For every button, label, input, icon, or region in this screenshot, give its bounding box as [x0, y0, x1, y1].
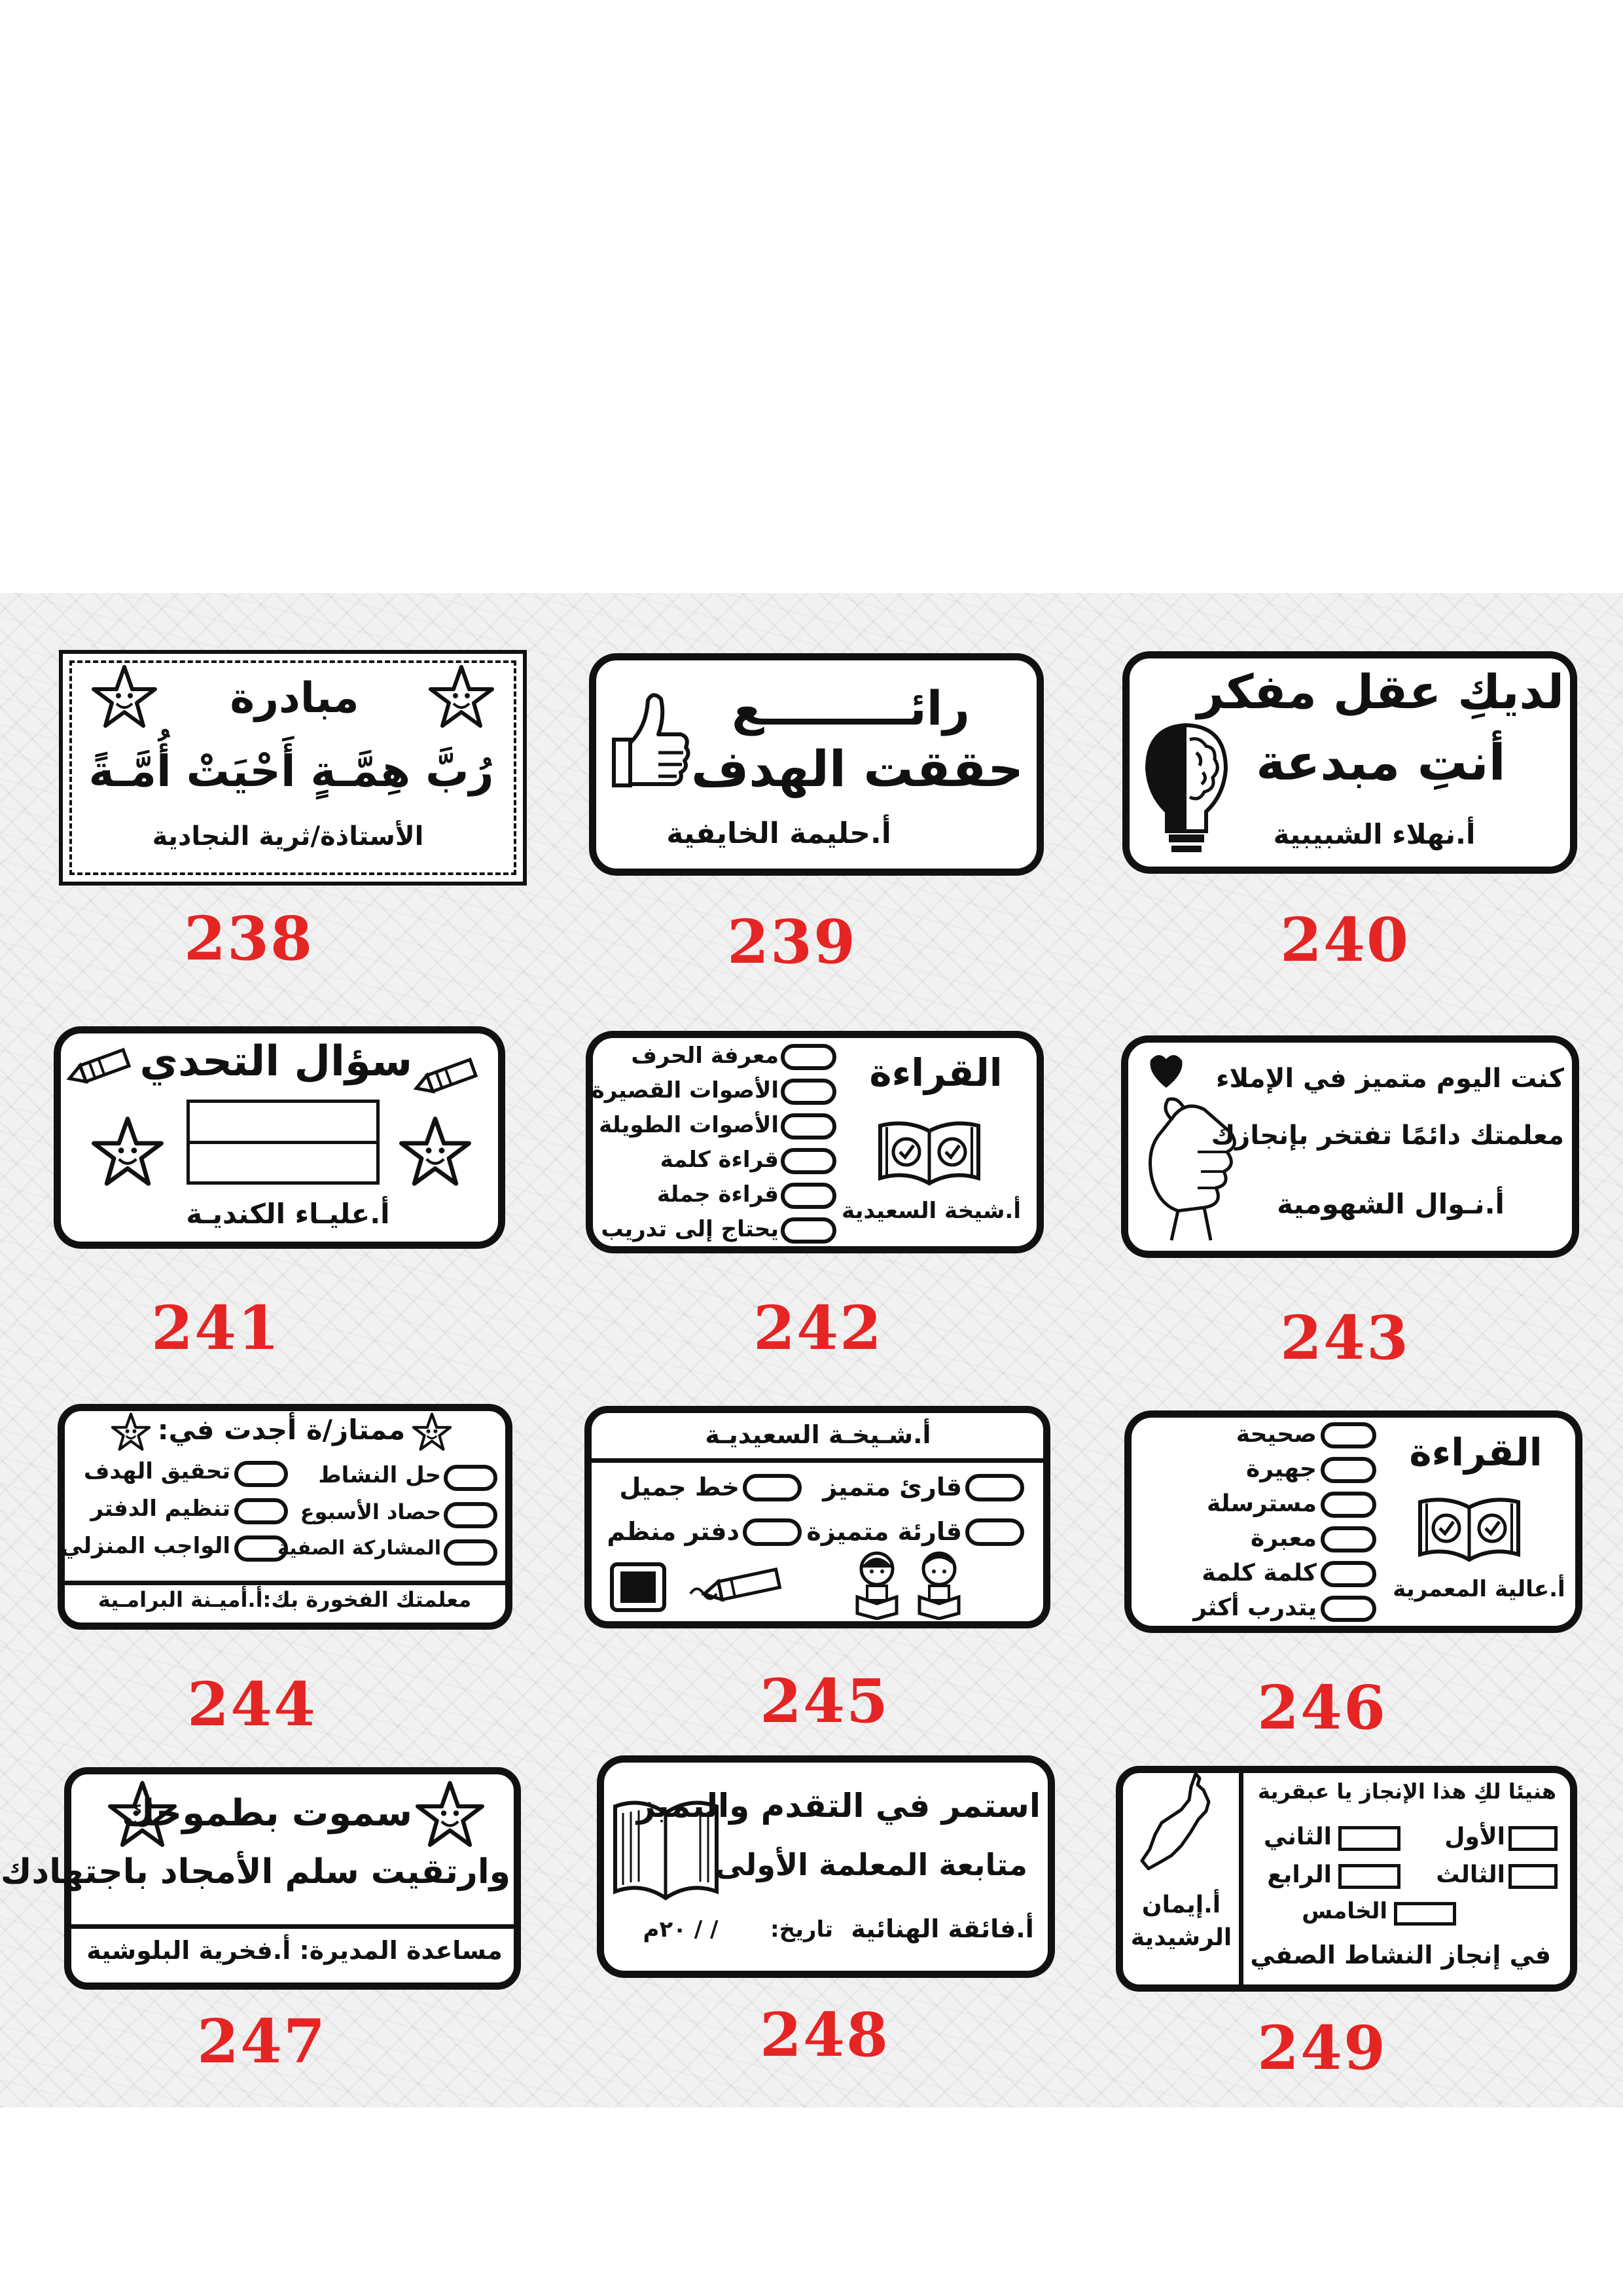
skill-label: تحقيق الهدف [83, 1458, 230, 1484]
open-book-check-icon [1410, 1489, 1528, 1568]
checkbox[interactable] [1321, 1561, 1376, 1587]
star-smiley-icon [92, 1116, 164, 1188]
stamp-title: مبادرة [230, 674, 359, 723]
date-label: تاريخ: [770, 1916, 833, 1943]
stamp-title: القراءة [1409, 1430, 1543, 1475]
stamp-message: سموت بطموحك [121, 1792, 412, 1835]
thumbs-up-icon [601, 687, 692, 798]
teacher-name: أ.عالية المعمرية [1393, 1576, 1565, 1602]
teacher-name: أ.إيمان [1141, 1892, 1221, 1918]
teacher-name: الرشيدية [1130, 1924, 1232, 1951]
stamp-message: معلمتك دائمًا تفتخر بإنجازك [1211, 1121, 1564, 1151]
star-smiley-icon [416, 1780, 484, 1849]
skill-label: تنظيم الدفتر [90, 1496, 230, 1522]
skill-label: خط جميل [619, 1473, 740, 1501]
skill-label: كلمة كلمة [1202, 1560, 1317, 1587]
rank-checkbox[interactable] [1508, 1864, 1558, 1889]
stamp-message: حققت الهدف [690, 740, 1024, 798]
stamp-number: 249 [1257, 2013, 1387, 2083]
teacher-footer: مساعدة المديرة: أ.فخرية البلوشية [86, 1936, 503, 1965]
brain-bulb-icon [1137, 720, 1236, 864]
rank-label: الثالث [1436, 1861, 1505, 1888]
stamp-message: وارتقيت سلم الأمجاد باجتهادك [0, 1852, 510, 1892]
stamp-number: 247 [196, 2006, 327, 2077]
checkbox[interactable] [781, 1217, 836, 1244]
skill-label: الأصوات القصيرة [591, 1077, 779, 1103]
skill-label: دفتر منظم [607, 1517, 740, 1546]
skill-label: مسترسلة [1207, 1490, 1317, 1517]
stamp-title: ممتاز/ة أجدت في: [157, 1414, 406, 1446]
checkbox[interactable] [781, 1148, 836, 1174]
checkbox[interactable] [1321, 1457, 1376, 1483]
star-smiley-icon [399, 1116, 471, 1188]
stamp-title: لديكِ عقل مفكر [1196, 664, 1564, 719]
checkbox[interactable] [781, 1113, 836, 1139]
stamp-footer: في إنجاز النشاط الصفي [1250, 1941, 1551, 1969]
pencil-icon [412, 1054, 484, 1100]
skill-label: الأصوات الطويلة [599, 1112, 779, 1138]
skill-label: قارئ متميز [823, 1473, 962, 1501]
boy-reading-icon [910, 1548, 969, 1620]
skill-label: قراءة جملة [656, 1181, 779, 1208]
stamp-number: 243 [1279, 1302, 1410, 1373]
footer-divider [68, 1924, 517, 1929]
star-smiley-icon [429, 664, 494, 730]
teacher-name: أ.شـيخـة السعيديـة [705, 1420, 931, 1449]
stamp-header: هنيئا لكِ هذا الإنجاز يا عبقرية [1257, 1779, 1557, 1804]
open-book-check-icon [870, 1113, 988, 1191]
skill-label: حل النشاط [318, 1462, 441, 1488]
skill-label: يتدرب أكثر [1193, 1594, 1317, 1621]
rank-label: الثاني [1263, 1823, 1332, 1850]
stamp-number: 244 [187, 1669, 317, 1740]
stamp-number: 241 [151, 1293, 281, 1363]
stamp-motto: رُبَّ هِمَّـةٍ أَحْيَتْ أُمَّـةً [88, 746, 494, 797]
checkbox[interactable] [965, 1474, 1024, 1501]
star-smiley-icon [92, 664, 157, 730]
checkbox[interactable] [444, 1539, 497, 1566]
rank-label: الأول [1444, 1823, 1505, 1850]
skill-label: جهيرة [1245, 1456, 1317, 1482]
stamp-title: سؤال التحدي [139, 1037, 412, 1086]
teacher-name: أ.عليـاء الكنديـة [186, 1198, 390, 1230]
rank-label: الرابع [1267, 1861, 1332, 1888]
stamp-number: 238 [183, 903, 314, 974]
rank-checkbox[interactable] [1508, 1826, 1558, 1851]
checkbox[interactable] [781, 1044, 836, 1070]
checkbox[interactable] [1321, 1492, 1376, 1518]
rank-label: الخامس [1302, 1898, 1387, 1924]
checkbox[interactable] [1321, 1596, 1376, 1622]
checkbox[interactable] [781, 1079, 836, 1105]
skill-label: الواجب المنزلي [60, 1533, 230, 1559]
teacher-name: أ.نهلاء الشبيبية [1273, 818, 1476, 850]
rank-checkbox[interactable] [1394, 1902, 1456, 1926]
stamp-title: رائـــــــــع [732, 681, 970, 736]
star-smiley-icon [111, 1412, 151, 1452]
stamp-message: متابعة المعلمة الأولى [715, 1847, 1027, 1882]
checkbox[interactable] [234, 1461, 288, 1487]
answer-box[interactable] [187, 1100, 380, 1185]
stamp-message: أنتِ مبدعة [1256, 733, 1506, 791]
skill-label: معرفة الحرف [631, 1043, 779, 1069]
checkbox[interactable] [781, 1183, 836, 1209]
skill-label: المشاركة الصفية [277, 1537, 441, 1560]
checkbox[interactable] [1321, 1526, 1376, 1552]
star-smiley-icon [412, 1412, 452, 1452]
stamp-number: 245 [759, 1666, 890, 1736]
stamp-message: استمر في التقدم والتميز [636, 1787, 1041, 1825]
stamp-number: 239 [726, 906, 857, 977]
stamp-number: 248 [759, 2000, 890, 2070]
stamp-title: القراءة [869, 1050, 1003, 1095]
checkbox[interactable] [234, 1498, 288, 1524]
header-divider [588, 1458, 1046, 1463]
teacher-name: أ.نـوال الشهومية [1277, 1188, 1505, 1220]
notebook-icon [609, 1561, 668, 1613]
teacher-name: أ.حليمة الخايفية [666, 817, 891, 850]
stamp-message: كنت اليوم متميز في الإملاء [1216, 1064, 1564, 1094]
stamp-number: 242 [753, 1293, 883, 1363]
skill-label: صحيحة [1236, 1421, 1317, 1448]
checkbox[interactable] [1321, 1422, 1376, 1448]
pencil-icon [687, 1564, 792, 1610]
teacher-footer: معلمتك الفخورة بك:أ.أميـنة البرامـية [98, 1587, 472, 1612]
stamp-number: 240 [1279, 905, 1410, 975]
vertical-divider [1239, 1770, 1243, 1988]
girl-reading-icon [847, 1548, 906, 1620]
skill-label: حصاد الأسبوع [300, 1499, 441, 1524]
stamp-number: 246 [1257, 1672, 1387, 1743]
checkbox[interactable] [444, 1502, 497, 1528]
checkbox[interactable] [743, 1474, 802, 1501]
skill-label: قارئة متميزة [806, 1517, 962, 1546]
skill-label: قراءة كلمة [660, 1147, 779, 1173]
teacher-name: الأستاذة/ثرية النجادية [152, 821, 424, 852]
skill-label: معبرة [1251, 1525, 1317, 1552]
checkbox[interactable] [444, 1465, 497, 1491]
date-field[interactable]: / / ٢٠م [643, 1916, 719, 1943]
teacher-name: أ.فائقة الهنائية [851, 1914, 1034, 1943]
checkbox[interactable] [743, 1518, 802, 1546]
teacher-name: أ.شيخة السعيدية [842, 1198, 1021, 1224]
checkbox[interactable] [965, 1518, 1024, 1546]
rank-checkbox[interactable] [1338, 1864, 1400, 1889]
pencil-icon [65, 1044, 137, 1090]
skill-label: يحتاج إلى تدريب [601, 1216, 779, 1242]
footer-divider [62, 1581, 508, 1585]
rank-checkbox[interactable] [1338, 1826, 1400, 1851]
oman-map-icon [1135, 1770, 1214, 1882]
